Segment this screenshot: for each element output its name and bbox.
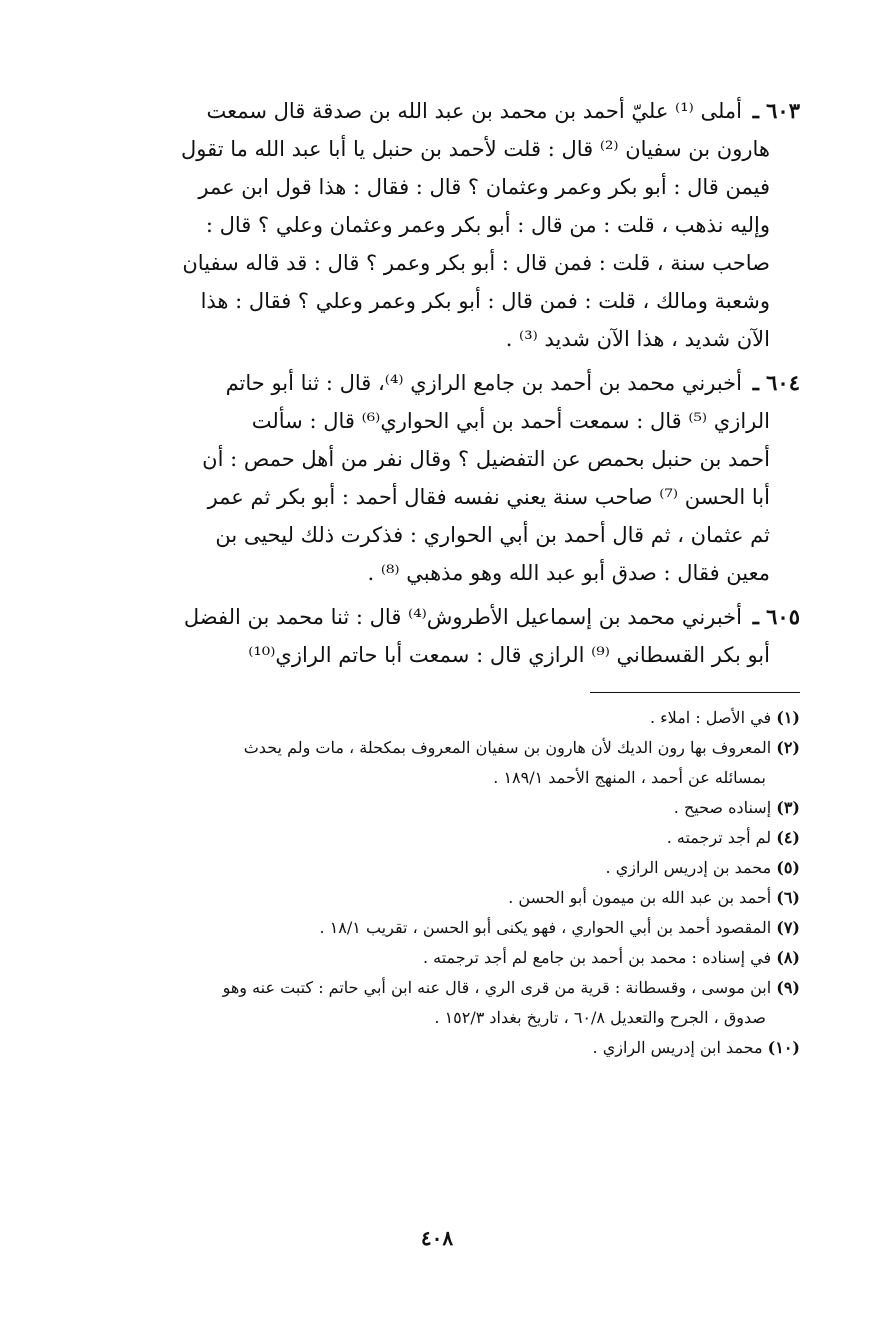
paragraph-line: وإليه نذهب ، قلت : من قال : أبو بكر وعمر وعثمان وعلي ؟ قال : [205, 213, 770, 237]
paragraph-line: ثم عثمان ، ثم قال أحمد بن أبي الحواري : فذكرت ذلك ليحيى بن [215, 523, 770, 547]
paragraph-line: هارون بن سفيان ⁽²⁾ قال : قلت لأحمد بن حنبل يا أبا عبد الله ما تقول [180, 137, 770, 161]
paragraph-line [74, 364, 800, 402]
footnote-number: (٩) [776, 978, 800, 997]
footnote-number: (٢) [776, 738, 800, 757]
footnote [74, 733, 800, 763]
paragraph-605 [74, 598, 800, 674]
footnote-text: المعروف بها رون الديك لأن هارون بن سفيان المعروف بمكحلة ، مات ولم يحدث [243, 738, 772, 757]
footnote-number: (١٠) [767, 1038, 800, 1057]
footnote [74, 853, 800, 883]
paragraph-line [74, 92, 800, 130]
paragraph-line: الرازي ⁽⁵⁾ قال : سمعت أحمد بن أبي الحواري⁽⁶⁾ قال : سألت [251, 409, 770, 433]
footnotes [74, 703, 800, 1063]
footnote [74, 703, 800, 733]
footnote-text: محمد ابن إدريس الرازي . [592, 1038, 763, 1057]
footnote-number: (٨) [776, 948, 800, 967]
footnote-text: محمد بن إدريس الرازي . [605, 858, 772, 877]
footnote-number: (٤) [776, 828, 800, 847]
page-number: ٤٠٨ [420, 1226, 454, 1250]
footnote-text: في الأصل : املاء . [649, 708, 772, 727]
footnote-text: في إسناده : محمد بن أحمد بن جامع لم أجد ترجمته . [422, 948, 772, 967]
footnote-number: (١) [776, 708, 800, 727]
footnote-divider [590, 692, 800, 693]
paragraph-line: معين فقال : صدق أبو عبد الله وهو مذهبي ⁽⁸⁾ . [367, 561, 770, 585]
footnote [74, 973, 800, 1003]
paragraph-604 [74, 364, 800, 592]
paragraph-line: أحمد بن حنبل بحمص عن التفضيل ؟ وقال نفر من أهل حمص : أن [202, 447, 770, 471]
footnote [74, 883, 800, 913]
footnote-text: ابن موسى ، وقسطانة : قرية من قرى الري ، قال عنه ابن أبي حاتم : كتبت عنه وهو [222, 978, 772, 997]
paragraph-number: ٦٠٤ ـ [752, 370, 800, 395]
paragraph-line: الآن شديد ، هذا الآن شديد ⁽³⁾ . [505, 327, 770, 351]
footnote-continuation: صدوق ، الجرح والتعديل ٦٠/٨ ، تاريخ بغداد ١٥٢/٣ . [434, 1008, 766, 1027]
footnote [74, 913, 800, 943]
paragraph-text: أملى ⁽¹⁾ عليّ أحمد بن محمد بن عبد الله بن صدقة قال سمعت [206, 99, 742, 123]
footnote-number: (٦) [776, 888, 800, 907]
footnote-text: إسناده صحيح . [673, 798, 772, 817]
page-body [74, 92, 800, 1063]
footnote [74, 823, 800, 853]
paragraph-line: أبو بكر القسطاني ⁽⁹⁾ الرازي قال : سمعت أبا حاتم الرازي⁽¹⁰⁾ [248, 643, 770, 667]
footnote [74, 793, 800, 823]
footnote [74, 943, 800, 973]
footnote-number: (٣) [776, 798, 800, 817]
paragraph-text: أخبرني محمد بن إسماعيل الأطروش⁽⁴⁾ قال : ثنا محمد بن الفضل [183, 605, 742, 629]
paragraph-line: أبا الحسن ⁽⁷⁾ صاحب سنة يعني نفسه فقال أحمد : أبو بكر ثم عمر [207, 485, 770, 509]
paragraph-number: ٦٠٥ ـ [752, 604, 800, 629]
paragraph-text: أخبرني محمد بن أحمد بن جامع الرازي ⁽⁴⁾، قال : ثنا أبو حاتم [225, 371, 742, 395]
paragraph-line [74, 598, 800, 636]
footnote-text: أحمد بن عبد الله بن ميمون أبو الحسن . [508, 888, 772, 907]
paragraph-line: صاحب سنة ، قلت : فمن قال : أبو بكر وعمر ؟ قال : قد قاله سفيان [182, 251, 770, 275]
footnote-continuation: بمسائله عن أحمد ، المنهج الأحمد ١٨٩/١ . [493, 768, 766, 787]
footnote-number: (٥) [776, 858, 800, 877]
paragraph-line: فيمن قال : أبو بكر وعمر وعثمان ؟ قال : فقال : هذا قول ابن عمر [198, 175, 770, 199]
footnote [74, 1033, 800, 1063]
footnote-number: (٧) [776, 918, 800, 937]
footnote-text: لم أجد ترجمته . [666, 828, 772, 847]
paragraph-line: وشعبة ومالك ، قلت : فمن قال : أبو بكر وعمر وعلي ؟ فقال : هذا [200, 289, 770, 313]
paragraph-603 [74, 92, 800, 358]
paragraph-number: ٦٠٣ ـ [752, 98, 800, 123]
footnote-text: المقصود أحمد بن أبي الحواري ، فهو يكنى أبو الحسن ، تقريب ١٨/١ . [319, 918, 772, 937]
